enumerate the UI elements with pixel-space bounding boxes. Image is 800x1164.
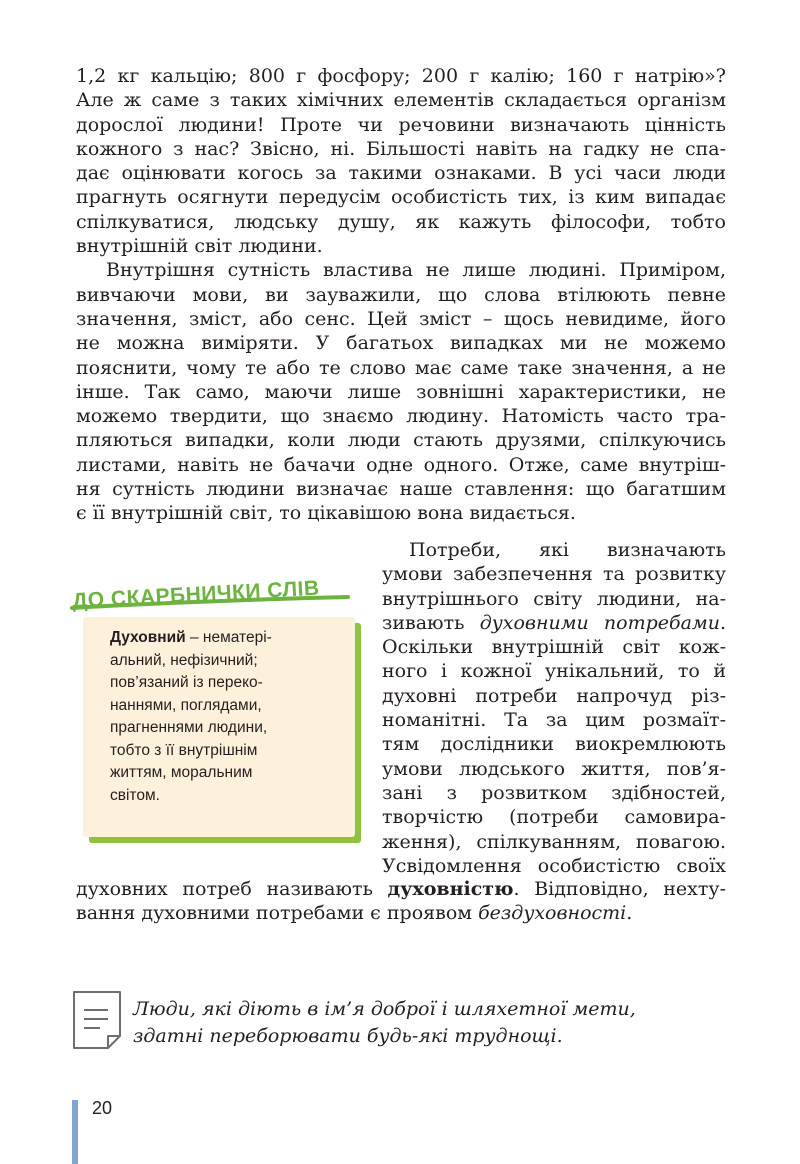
text-line: прагнуть осягнути передусім особистість тих, із ким випадає (76, 186, 726, 209)
text-line: номанітні. Та за цим розмаїт- (382, 709, 726, 732)
text-line: Оскільки внутрішній світ кож- (382, 636, 726, 659)
text-line: є її внутрішній світ, то цікавішою вона видається. (76, 502, 576, 525)
text-line: зані з розвитком здібностей, (382, 781, 726, 804)
text-line: спілкуватися, людську душу, як кажуть філософи, тобто (76, 210, 726, 233)
quote-text (133, 996, 693, 1050)
text-line: Але ж саме з таких хімічних елементів складається організм (76, 89, 726, 112)
text-line: Потреби, які визначають (409, 539, 726, 561)
text-line: пов’язаний із переко- (110, 674, 263, 691)
text-line: дає оцінювати когось за такими ознаками. В усі часи люди (76, 162, 726, 185)
text-line: листами, навіть не бачачи одне одного. Отже, саме внутріш- (76, 453, 726, 476)
text-line: духовних потреб називають духовністю. Відповідно, нехту- (76, 878, 727, 900)
text-line: Усвідомлення особистістю своїх (382, 854, 726, 877)
term-lack-of-spirituality: бездуховності (478, 902, 627, 925)
text-line: Внутрішня сутність властива не лише людині. Приміром, (106, 259, 726, 282)
text-line: внутрішній світ людини. (76, 235, 323, 258)
text-line: ня сутність людини визначає наше ставлення: що багатшим (76, 478, 726, 501)
text-line: 1,2 кг кальцію; 800 г фосфору; 200 г калію; 160 г натрію»? (76, 65, 726, 87)
text-line: ного і кожної унікальний, то й (382, 660, 726, 683)
note-page-icon (70, 988, 126, 1052)
text-line: умови забезпечення та розвитку (382, 563, 726, 586)
text-line: світом. (110, 786, 160, 804)
quote-line: здатні переборювати будь-які труднощі. (133, 1025, 563, 1047)
text-line: пляються випадки, коли люди стають друзями, спілкуючись (76, 429, 726, 452)
term-spirituality: духовністю (387, 878, 514, 900)
text-line: можемо твердити, що знаємо людину. Натомість часто тра- (76, 405, 726, 428)
page-number-bar (72, 1100, 78, 1164)
text-line: духовні потреби напрочуд різ- (382, 684, 726, 707)
term-spiritual-needs: духовними потребами (479, 611, 720, 634)
text-line: прагненнями людини, (110, 719, 268, 736)
text-line: інше. Так само, маючи лише зовнішні характеристики, не (76, 380, 726, 403)
text-line: внутрішнього світу людини, на- (382, 587, 726, 610)
quote-line: Люди, які діють в ім’я доброї і шляхетної мети, (133, 998, 636, 1020)
text-line: творчістю (потреби самовира- (382, 806, 726, 829)
text-line: дорослої людини! Проте чи речовини визначають цінність (76, 113, 726, 136)
text-line: ження), спілкуванням, повагою. (382, 830, 726, 853)
paragraph-intro (76, 64, 726, 526)
page-number: 20 (92, 1098, 113, 1118)
text-line: зивають духовними потребами. (382, 611, 726, 634)
text-line: наннями, поглядами, (110, 696, 262, 714)
text-line: альний, нефізичний; (110, 651, 258, 669)
text-line: значення, зміст, або сенс. Цей зміст – щось невидиме, його (76, 307, 726, 330)
text-line: тобто з її внутрішнім (110, 741, 258, 759)
text-line: тям дослідники виокремлюють (382, 733, 726, 756)
text-line: пояснити, чому те або те слово має саме таке значення, а не (76, 356, 726, 379)
text-line: вивчаючи мови, ви зауважили, що слова втілюють певне (76, 283, 726, 306)
text-line: життям, моральним (110, 764, 253, 781)
text-line: кожного з нас? Звісно, ні. Більшості навіть на гадку не спа- (76, 137, 726, 160)
paragraph-spiritual-needs (382, 538, 726, 878)
glossary-term: Духовний (110, 629, 186, 646)
text-line: не можна виміряти. У багатьох випадках ми не можемо (76, 332, 726, 355)
paragraph-spirituality (76, 877, 726, 926)
glossary-title (68, 570, 368, 613)
glossary-definition (110, 627, 330, 807)
text-line: умови людського життя, пов’я- (382, 757, 726, 780)
text-line: вання духовними потребами є проявом бездуховності. (76, 902, 633, 925)
text-line: Духовний – нематері- (110, 629, 272, 646)
glossary-title-text: ДО СКАРБНИЧКИ СЛІВ (71, 576, 321, 613)
